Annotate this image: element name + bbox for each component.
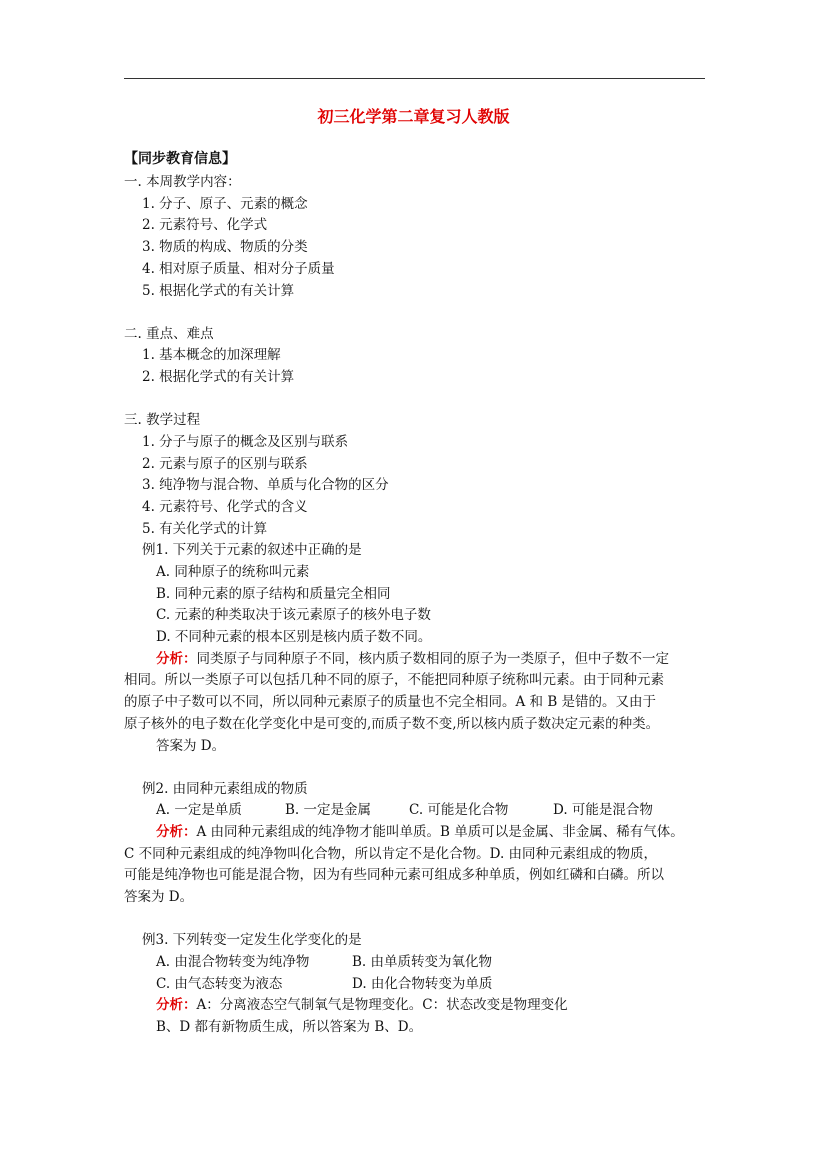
example3-option: D. 由化合物转变为单质: [352, 976, 493, 992]
example1-analysis-line: 原子核外的电子数在化学变化中是可变的,而质子数不变,所以核内质子数决定元素的种类。: [124, 716, 660, 732]
example2-analysis-line: 可能是纯净物也可能是混合物，因为有些同种元素可组成多种单质，例如红磷和白磷。所以: [124, 867, 664, 883]
section3-item: 5. 有关化学式的计算: [142, 521, 268, 537]
section1-item: 4. 相对原子质量、相对分子质量: [142, 261, 335, 277]
example2-analysis-line: [156, 823, 684, 841]
example3-analysis-line: [156, 996, 568, 1014]
section1-item: 3. 物质的构成、物质的分类: [142, 239, 308, 255]
analysis-label: 分析：: [156, 651, 197, 667]
section3-item: 4. 元素符号、化学式的含义: [142, 499, 308, 515]
example2-analysis-line: C 不同种元素组成的纯净物叫化合物，所以肯定不是化合物。D. 由同种元素组成的物质，: [124, 846, 658, 862]
section2-item: 2. 根据化学式的有关计算: [142, 369, 295, 385]
example1-analysis-line: [156, 650, 669, 668]
example2-analysis-line: 答案为 D。: [124, 889, 194, 905]
example1-option: B. 同种元素的原子结构和质量完全相同: [156, 586, 391, 602]
example3-analysis-line: B、D 都有新物质生成，所以答案为 B、D。: [156, 1019, 423, 1035]
info-header: 【同步教育信息】: [124, 151, 236, 167]
analysis-label: 分析：: [156, 997, 197, 1013]
example3-option: C. 由气态转变为液态: [156, 976, 283, 992]
section3-item: 2. 元素与原子的区别与联系: [142, 456, 308, 472]
section1-item: 2. 元素符号、化学式: [142, 217, 268, 233]
section3-heading: 三. 教学过程: [124, 412, 201, 428]
example3-option: B. 由单质转变为氧化物: [352, 954, 493, 970]
section2-heading: 二. 重点、难点: [124, 326, 214, 342]
example3-option: A. 由混合物转变为纯净物: [156, 954, 310, 970]
example2-option: A. 一定是单质: [156, 802, 242, 818]
example1-answer: 答案为 D。: [156, 738, 226, 754]
example1-option: D. 不同种元素的根本区别是核内质子数不同。: [156, 629, 432, 645]
section1-heading: 一. 本周教学内容：: [124, 174, 241, 190]
example1-analysis-line: 的原子中子数可以不同，所以同种元素原子的质量也不完全相同。A 和 B 是错的。又由于: [124, 694, 657, 710]
analysis-text: A 由同种元素组成的纯净物才能叫单质。B 单质可以是金属、非金属、稀有气体。: [196, 824, 684, 840]
section1-item: 1. 分子、原子、元素的概念: [142, 196, 308, 212]
analysis-text: 同类原子与同种原子不同，核内质子数相同的原子为一类原子，但中子数不一定: [196, 651, 669, 667]
example2-option: D. 可能是混合物: [553, 802, 653, 818]
section2-item: 1. 基本概念的加深理解: [142, 347, 281, 363]
analysis-text: A：分离液态空气制氧气是物理变化。C：状态改变是物理变化: [196, 997, 568, 1013]
page-title: 初三化学第二章复习人教版: [317, 107, 510, 126]
example1-analysis-line: 相同。所以一类原子可以包括几种不同的原子，不能把同种原子统称叫元素。由于同种元素: [124, 672, 664, 688]
example3-question: 例3. 下列转变一定发生化学变化的是: [142, 932, 362, 948]
example1-option: C. 元素的种类取决于该元素原子的核外电子数: [156, 607, 431, 623]
section3-item: 1. 分子与原子的概念及区别与联系: [142, 434, 349, 450]
example2-option: C. 可能是化合物: [409, 802, 509, 818]
example2-option: B. 一定是金属: [285, 802, 372, 818]
top-rule: [124, 78, 705, 79]
analysis-label: 分析：: [156, 824, 197, 840]
example2-question: 例2. 由同种元素组成的物质: [142, 781, 308, 797]
section3-item: 3. 纯净物与混合物、单质与化合物的区分: [142, 477, 389, 493]
section1-item: 5. 根据化学式的有关计算: [142, 283, 295, 299]
example1-option: A. 同种原子的统称叫元素: [156, 564, 310, 580]
example1-question: 例1. 下列关于元素的叙述中正确的是: [142, 542, 362, 558]
